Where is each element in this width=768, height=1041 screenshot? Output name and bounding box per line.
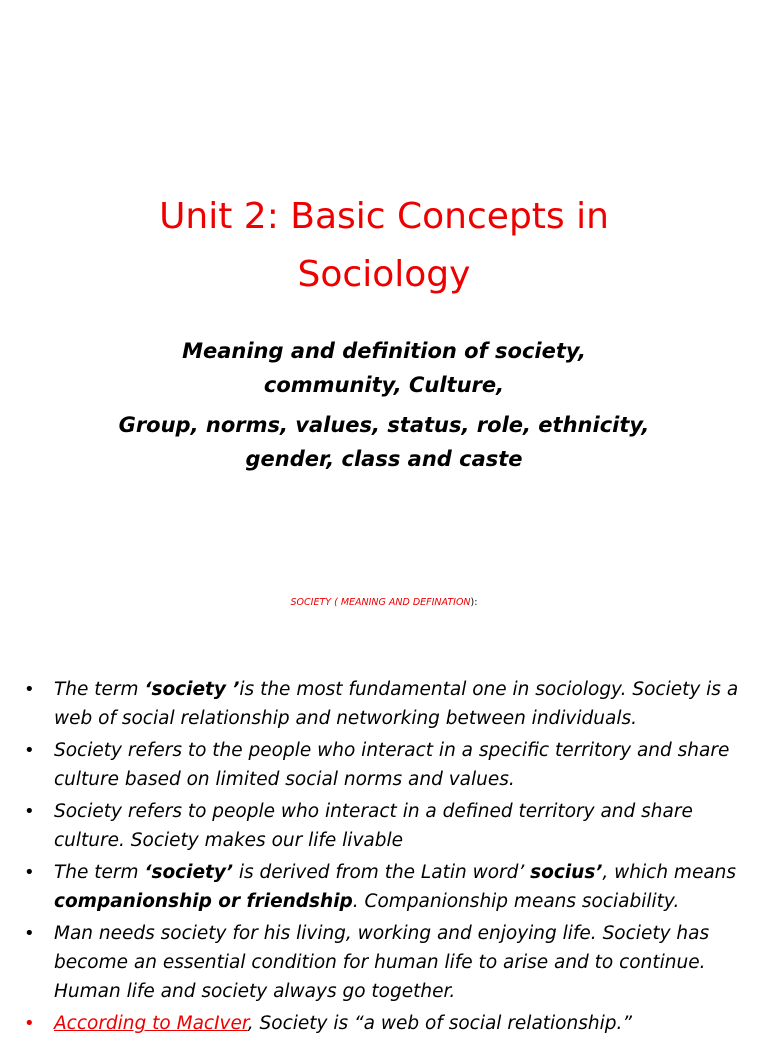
bullet-list — [0, 675, 768, 1041]
bullet-4-bold-c: companionship or friendship — [54, 891, 353, 912]
bullet-icon: • — [24, 740, 35, 761]
section-heading-red: SOCIETY ( MEANING AND DEFINATION — [290, 597, 471, 608]
bullet-item-1 — [0, 675, 768, 733]
page-title — [0, 188, 768, 304]
bullet-5-text: Man needs society for his living, working and enjoying life. Society has become an essential condition for human life to arise and to continue. Human life and society always go together. — [54, 923, 710, 1002]
bullet-4-text-d: . Companionship means sociability. — [352, 891, 680, 912]
bullet-1-text-b: is the most fundamental one in sociology. Society is a web of social relationship and networking between individuals. — [54, 679, 739, 729]
subtitle-line-3: Group, norms, values, status, role, ethnicity, — [118, 413, 650, 437]
bullet-1-bold: ‘society ’ — [144, 679, 240, 700]
subtitle-line-4: gender, class and caste — [245, 447, 523, 471]
bullet-6-text: , Society is “a web of social relationship.” — [247, 1013, 632, 1034]
bullet-4-bold-b: socius’ — [530, 862, 603, 883]
title-line-2: Sociology — [297, 254, 471, 295]
title-line-1: Unit 2: Basic Concepts in — [159, 196, 609, 237]
section-heading — [0, 597, 768, 608]
bullet-icon: • — [24, 862, 35, 883]
bullet-icon: • — [24, 801, 35, 822]
bullet-3-text: Society refers to people who interact in a defined territory and share culture. Society makes our life livable — [54, 801, 693, 851]
bullet-6-red: According to MacIver — [54, 1013, 248, 1034]
bullet-item-2 — [0, 736, 768, 794]
bullet-4-text-c: , which means — [602, 862, 737, 883]
bullet-4-text-b: is derived from the Latin word’ — [232, 862, 531, 883]
bullet-item-5 — [0, 919, 768, 1006]
bullet-icon: • — [24, 679, 35, 700]
subtitle-block-2 — [0, 408, 768, 476]
section-heading-rest: ): — [470, 597, 478, 608]
bullet-4-bold-a: ‘society’ — [144, 862, 233, 883]
bullet-4-text-a: The term — [54, 862, 145, 883]
bullet-1-text-a: The term — [54, 679, 145, 700]
bullet-item-3 — [0, 797, 768, 855]
subtitle-line-2: community, Culture, — [263, 373, 505, 397]
bullet-item-4 — [0, 858, 768, 916]
subtitle-block-1 — [0, 334, 768, 402]
bullet-2-text: Society refers to the people who interact in a specific territory and share culture based on limited social norms and values. — [54, 740, 730, 790]
bullet-icon: • — [24, 923, 35, 944]
subtitle-line-1: Meaning and definition of society, — [182, 339, 586, 363]
bullet-icon: • — [24, 1013, 35, 1034]
